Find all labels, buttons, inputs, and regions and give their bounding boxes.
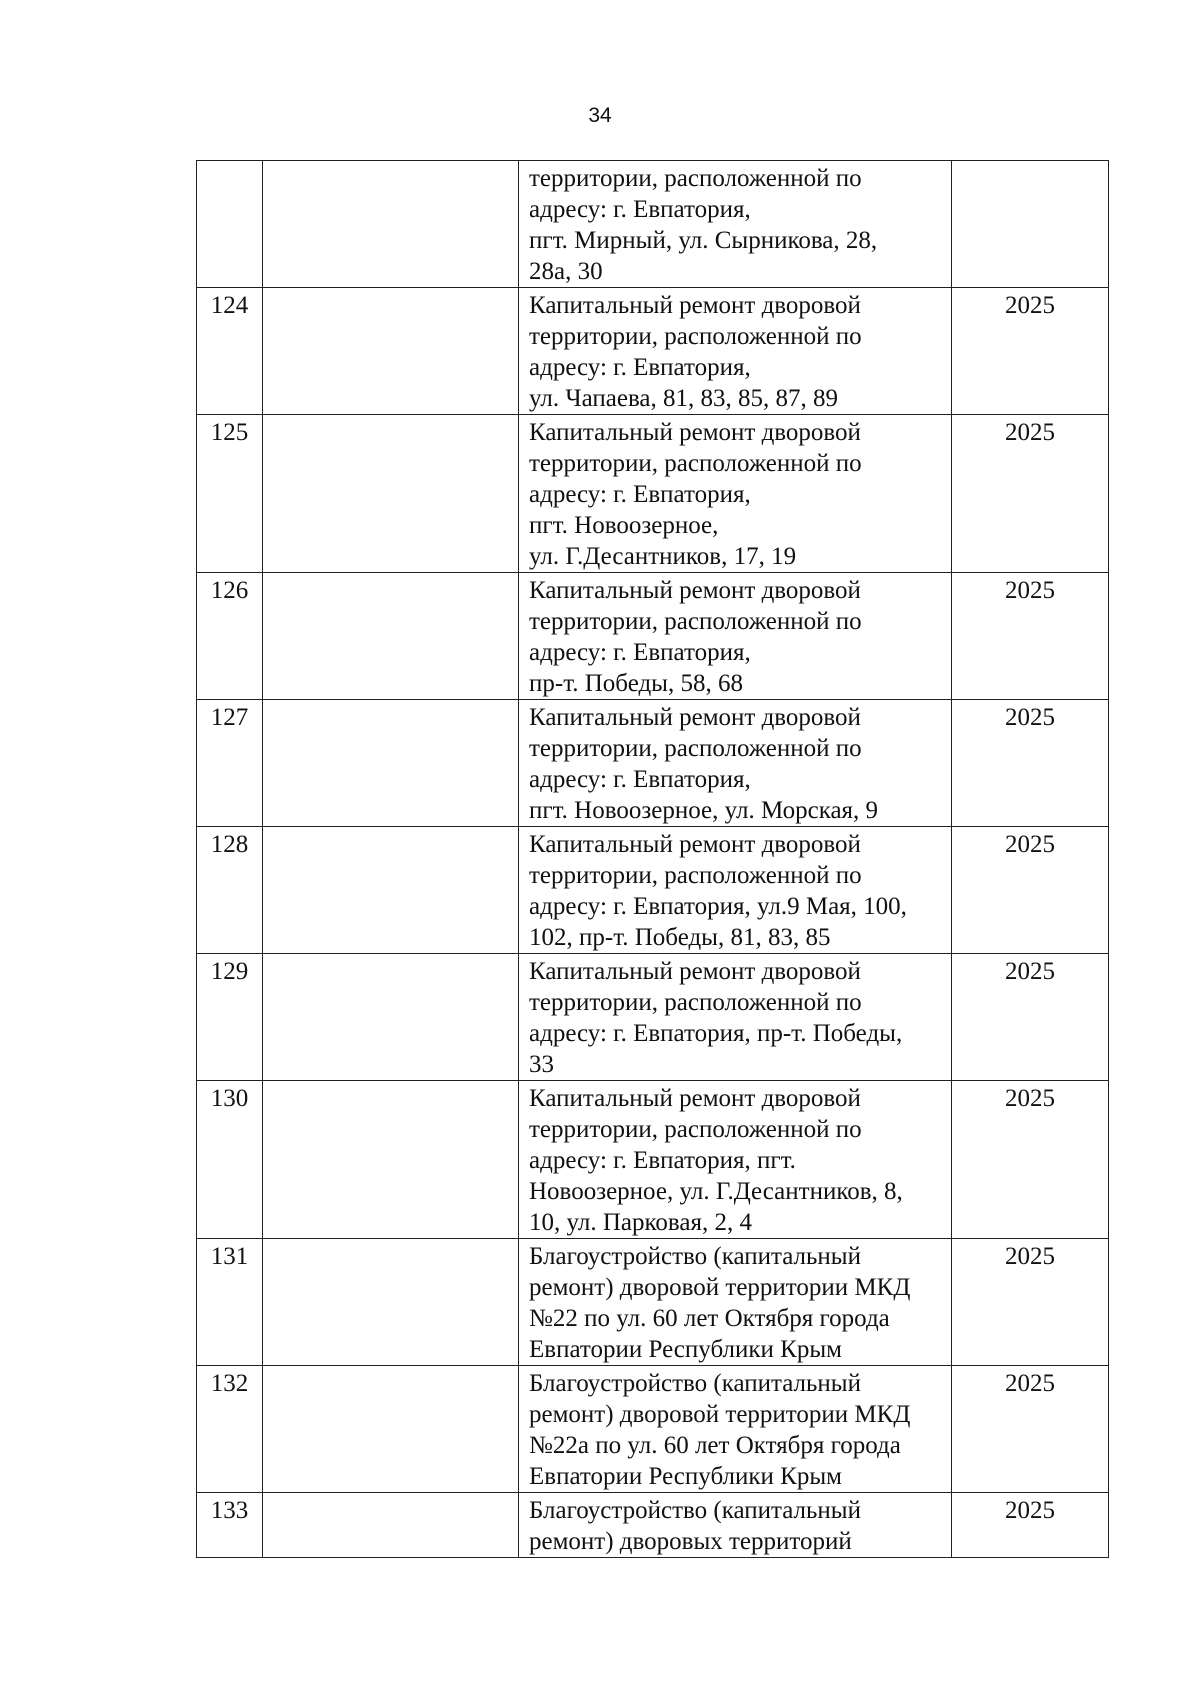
year-cell: 2025 bbox=[952, 954, 1109, 1081]
blank-cell bbox=[263, 1239, 519, 1366]
year-cell: 2025 bbox=[952, 415, 1109, 573]
table-row bbox=[197, 415, 1109, 573]
description-cell bbox=[519, 1239, 952, 1366]
description-cell bbox=[519, 954, 952, 1081]
description-cell bbox=[519, 415, 952, 573]
description-line: 10, ул. Парковая, 2, 4 bbox=[529, 1209, 752, 1236]
blank-cell bbox=[263, 700, 519, 827]
description-line: 33 bbox=[529, 1051, 554, 1078]
blank-cell bbox=[263, 1081, 519, 1239]
table-row bbox=[197, 1239, 1109, 1366]
description-line: Капитальный ремонт дворовой bbox=[529, 577, 861, 604]
year-cell: 2025 bbox=[952, 573, 1109, 700]
description-line: адресу: г. Евпатория, пгт. bbox=[529, 1147, 796, 1174]
description-line: ремонт) дворовой территории МКД bbox=[529, 1401, 911, 1428]
description-line: адресу: г. Евпатория, bbox=[529, 481, 751, 508]
description-line: территории, расположенной по bbox=[529, 608, 862, 635]
table-row bbox=[197, 573, 1109, 700]
blank-cell bbox=[263, 161, 519, 288]
blank-cell bbox=[263, 954, 519, 1081]
description-line: Благоустройство (капитальный bbox=[529, 1243, 861, 1270]
table-row bbox=[197, 161, 1109, 288]
description-line: Благоустройство (капитальный bbox=[529, 1497, 861, 1524]
description-cell bbox=[519, 700, 952, 827]
table-row bbox=[197, 288, 1109, 415]
description-cell bbox=[519, 1081, 952, 1239]
year-cell: 2025 bbox=[952, 827, 1109, 954]
description-line: Новоозерное, ул. Г.Десантников, 8, bbox=[529, 1178, 903, 1205]
description-line: адресу: г. Евпатория, bbox=[529, 196, 751, 223]
description-cell bbox=[519, 288, 952, 415]
description-line: ремонт) дворовых территорий bbox=[529, 1528, 852, 1555]
table-row bbox=[197, 827, 1109, 954]
year-cell: 2025 bbox=[952, 700, 1109, 827]
description-line: адресу: г. Евпатория, bbox=[529, 354, 751, 381]
description-line: 28а, 30 bbox=[529, 258, 603, 285]
description-line: ремонт) дворовой территории МКД bbox=[529, 1274, 911, 1301]
description-line: территории, расположенной по bbox=[529, 989, 862, 1016]
description-cell bbox=[519, 573, 952, 700]
description-line: Благоустройство (капитальный bbox=[529, 1370, 861, 1397]
description-line: пгт. Новоозерное, bbox=[529, 512, 719, 539]
description-line: 102, пр-т. Победы, 81, 83, 85 bbox=[529, 924, 831, 951]
row-number: 127 bbox=[197, 700, 263, 827]
blank-cell bbox=[263, 573, 519, 700]
year-cell: 2025 bbox=[952, 1366, 1109, 1493]
description-cell bbox=[519, 161, 952, 288]
table-row bbox=[197, 1493, 1109, 1558]
description-line: адресу: г. Евпатория, bbox=[529, 639, 751, 666]
table-row bbox=[197, 1081, 1109, 1239]
row-number: 126 bbox=[197, 573, 263, 700]
description-line: Капитальный ремонт дворовой bbox=[529, 958, 861, 985]
description-line: Капитальный ремонт дворовой bbox=[529, 831, 861, 858]
row-number: 133 bbox=[197, 1493, 263, 1558]
year-cell bbox=[952, 161, 1109, 288]
description-line: территории, расположенной по bbox=[529, 323, 862, 350]
row-number: 125 bbox=[197, 415, 263, 573]
blank-cell bbox=[263, 827, 519, 954]
description-line: адресу: г. Евпатория, ул.9 Мая, 100, bbox=[529, 893, 907, 920]
row-number bbox=[197, 161, 263, 288]
description-line: Капитальный ремонт дворовой bbox=[529, 419, 861, 446]
description-line: Капитальный ремонт дворовой bbox=[529, 1085, 861, 1112]
year-cell: 2025 bbox=[952, 288, 1109, 415]
description-line: Евпатории Республики Крым bbox=[529, 1463, 842, 1490]
description-line: адресу: г. Евпатория, bbox=[529, 766, 751, 793]
blank-cell bbox=[263, 1366, 519, 1493]
year-cell: 2025 bbox=[952, 1081, 1109, 1239]
row-number: 131 bbox=[197, 1239, 263, 1366]
description-line: территории, расположенной по bbox=[529, 1116, 862, 1143]
table-row bbox=[197, 1366, 1109, 1493]
description-line: №22 по ул. 60 лет Октября города bbox=[529, 1305, 890, 1332]
table-row bbox=[197, 954, 1109, 1081]
program-table bbox=[196, 160, 1109, 1558]
description-line: территории, расположенной по bbox=[529, 735, 862, 762]
description-line: ул. Г.Десантников, 17, 19 bbox=[529, 543, 797, 570]
row-number: 128 bbox=[197, 827, 263, 954]
table-body bbox=[197, 161, 1109, 1558]
table-row bbox=[197, 700, 1109, 827]
description-line: №22а по ул. 60 лет Октября города bbox=[529, 1432, 901, 1459]
description-line: пгт. Новоозерное, ул. Морская, 9 bbox=[529, 797, 879, 824]
description-line: Капитальный ремонт дворовой bbox=[529, 704, 861, 731]
description-line: территории, расположенной по bbox=[529, 165, 862, 192]
description-line: пр-т. Победы, 58, 68 bbox=[529, 670, 743, 697]
row-number: 132 bbox=[197, 1366, 263, 1493]
description-line: пгт. Мирный, ул. Сырникова, 28, bbox=[529, 227, 878, 254]
description-line: Капитальный ремонт дворовой bbox=[529, 292, 861, 319]
year-cell: 2025 bbox=[952, 1493, 1109, 1558]
description-line: Евпатории Республики Крым bbox=[529, 1336, 842, 1363]
description-cell bbox=[519, 1493, 952, 1558]
blank-cell bbox=[263, 288, 519, 415]
row-number: 124 bbox=[197, 288, 263, 415]
description-cell bbox=[519, 827, 952, 954]
description-line: территории, расположенной по bbox=[529, 862, 862, 889]
blank-cell bbox=[263, 415, 519, 573]
row-number: 129 bbox=[197, 954, 263, 1081]
description-cell bbox=[519, 1366, 952, 1493]
description-line: ул. Чапаева, 81, 83, 85, 87, 89 bbox=[529, 385, 839, 412]
description-line: адресу: г. Евпатория, пр-т. Победы, bbox=[529, 1020, 903, 1047]
page-number: 34 bbox=[588, 104, 612, 127]
year-cell: 2025 bbox=[952, 1239, 1109, 1366]
blank-cell bbox=[263, 1493, 519, 1558]
description-line: территории, расположенной по bbox=[529, 450, 862, 477]
row-number: 130 bbox=[197, 1081, 263, 1239]
